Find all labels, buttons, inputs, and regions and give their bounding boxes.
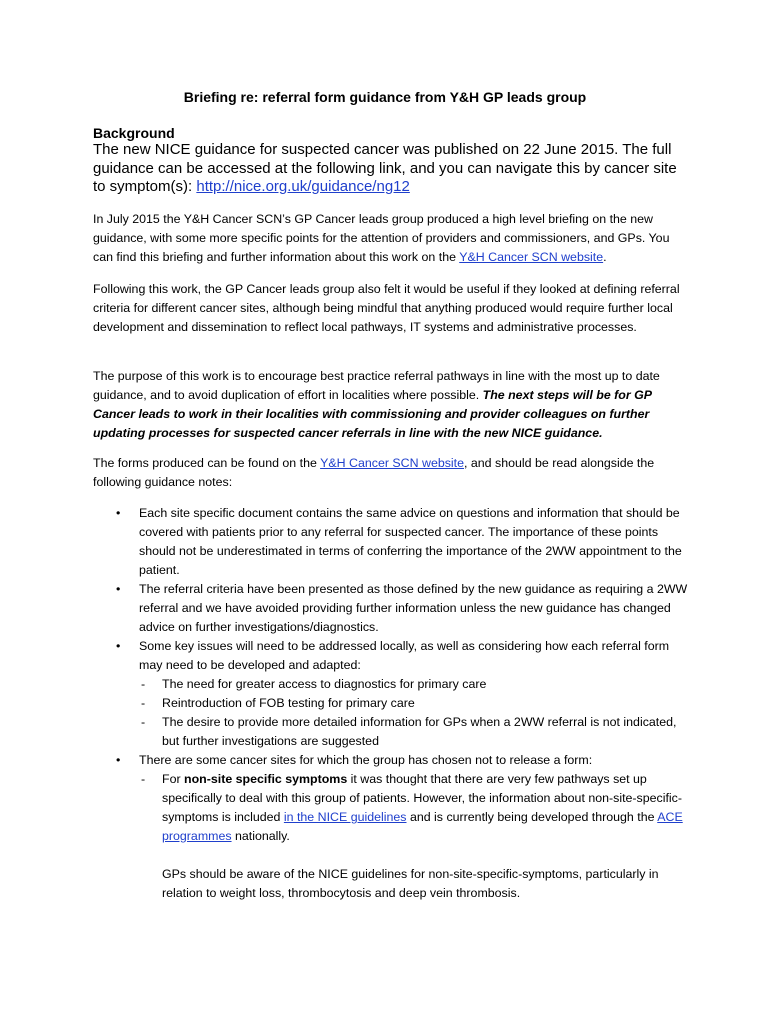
paragraph-purpose <box>93 367 685 443</box>
bullet-text: Some key issues will need to be addressed locally, as well as considering how each referral form may need to be developed and adapted: <box>139 639 670 672</box>
background-lead-paragraph <box>93 141 683 197</box>
para3-text: The purpose of this work is to encourage best practice referral pathways in line with the most up to date guidance, and to avoid duplication of effort in localities where possible. <box>93 369 660 402</box>
scn-website-link-2[interactable]: Y&H Cancer SCN website <box>320 456 465 470</box>
para4-end: , and should be read alongside the following guidance notes: <box>93 456 655 489</box>
list-item <box>93 637 693 751</box>
paragraph-following-work: Following this work, the GP Cancer leads group also felt it would be useful if they looked at defining referral criteria for different cancer sites, although being mindful that anything produced would require further local development and dissemination to reflect local pathways, IT systems and administrative processes. <box>93 282 680 334</box>
sub-dash: - <box>141 677 146 691</box>
sub-dash: - <box>141 715 146 729</box>
page-title: Briefing re: referral form guidance from Y&H GP leads group <box>183 89 587 105</box>
sub-list-item <box>139 675 693 694</box>
sub-list-item <box>139 770 693 846</box>
sub-list-item <box>139 694 693 713</box>
para1-text: In July 2015 the Y&H Cancer SCN’s GP Cancer leads group produced a high level briefing on the new guidance, with some more specific points for the attention of providers and commissioners, and GPs. You can find this briefing and further information about this work on the <box>93 212 670 264</box>
background-heading: Background <box>93 125 175 141</box>
sub-dash: - <box>141 696 146 710</box>
non-site-specific-bold: non-site specific symptoms <box>184 772 348 786</box>
bullet-dot: • <box>116 639 121 653</box>
sub-text-2: and is currently being developed through the <box>406 810 658 824</box>
sub-dash: - <box>141 772 146 786</box>
bullet-dot: • <box>116 506 121 520</box>
list-item <box>93 580 693 637</box>
bullet-text: Each site specific document contains the same advice on questions and information that should be covered with patients prior to any referral for suspected cancer. The importance of these points should not be underestimated in terms of conferring the importance of the 2WW appointment to the patient. <box>139 506 682 577</box>
scn-website-link[interactable]: Y&H Cancer SCN website <box>459 250 604 264</box>
sub-prefix: For <box>162 772 185 786</box>
sub-item-text: The desire to provide more detailed information for GPs when a 2WW referral is not indicated, but further investigations are suggested <box>162 715 677 748</box>
sub-text-3: nationally. <box>231 829 290 843</box>
nice-guidelines-link[interactable]: in the NICE guidelines <box>283 810 407 824</box>
next-steps-emphasis: The next steps will be for GP Cancer leads to work in their localities with commissioning and provider colleagues on further updating processes for suspected cancer referrals in line with the new NICE guidance. <box>93 388 652 440</box>
sub-item-text: Reintroduction of FOB testing for primary care <box>162 696 415 710</box>
guidance-notes-list <box>93 504 693 903</box>
lead-text: The new NICE guidance for suspected cancer was published on 22 June 2015. The full guidance can be accessed at the following link, and you can navigate this by cancer site to symptom(s): <box>93 141 677 195</box>
sub-text-1: it was thought that there are very few pathways set up specifically to deal with this group of patients. However, the information about non-site-specific-symptoms is included <box>162 772 682 824</box>
nice-guidance-link[interactable]: http://nice.org.uk/guidance/ng12 <box>196 178 410 195</box>
sub-list-item <box>139 713 693 751</box>
sub-item-text: The need for greater access to diagnostics for primary care <box>162 677 487 691</box>
paragraph-july-briefing <box>93 210 685 267</box>
bullet-text: There are some cancer sites for which the group has chosen not to release a form: <box>139 753 593 767</box>
bullet-dot: • <box>116 582 121 596</box>
gp-awareness-note: GPs should be aware of the NICE guidelines for non-site-specific-symptoms, particularly in relation to weight loss, thrombocytosis and deep vein thrombosis. <box>162 867 659 900</box>
paragraph-forms-produced <box>93 454 685 492</box>
bullet-dot: • <box>116 753 121 767</box>
para4-text: The forms produced can be found on the <box>93 456 321 470</box>
para1-end: . <box>603 250 607 264</box>
list-item <box>93 504 693 580</box>
ace-programmes-link[interactable]: ACE programmes <box>162 810 683 843</box>
bullet-text: The referral criteria have been presented as those defined by the new guidance as requiring a 2WW referral and we have avoided providing further information unless the new guidance has changed advice on further investigations/diagnostics. <box>139 582 688 634</box>
list-item <box>93 751 693 903</box>
